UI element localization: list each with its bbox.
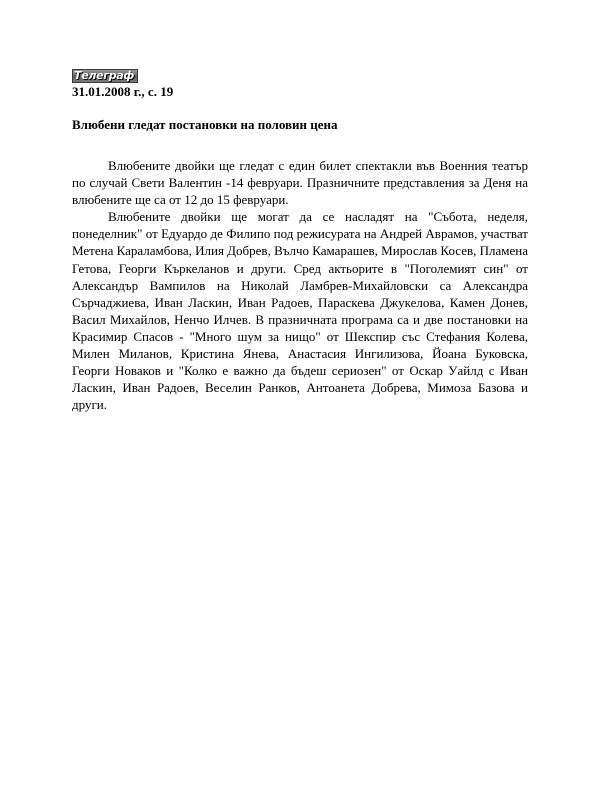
- article-body: [72, 157, 528, 413]
- publication-dateline: 31.01.2008 г., с. 19: [72, 84, 174, 99]
- article-paragraph-1: Влюбените двойки ще гледат с един билет спектакли във Военния театър по случай Свети Валентин -14 февруари. Празничните представления за Деня на влюбените ще са от 12 до 15 февруари.: [72, 158, 528, 208]
- newspaper-logo-text: Телеграф: [74, 69, 135, 82]
- article-headline: Влюбени гледат постановки на половин цена: [72, 117, 338, 132]
- article-paragraph-2: Влюбените двойки ще могат да се насладят на "Събота, неделя, понеделник" от Едуардо де Филипо под режисурата на Андрей Аврамов, участват Метена Караламбова, Илия Добрев, Вълчо Камарашев, Мирослав Косев, Пламена Гетова, Георги Къркеланов и други. Сред актьорите в "Поголемият син" от Александър Вампилов на Николай Ламбрев-Михайловски са Александра Сърчаджиева, Иван Ласкин, Иван Радоев, Параскева Джукелова, Камен Донев, Васил Михайлов, Ненчо Илчев. В празничната програма са и две постановки на Красимир Спасов - "Много шум за нищо" от Шекспир със Стефания Колева, Милен Миланов, Кристина Янева, Анастасия Ингилизова, Йоана Буковска, Георги Новаков и "Колко е важно да бъдеш сериозен" от Оскар Уайлд с Иван Ласкин, Иван Радоев, Веселин Ранков, Антоанета Добрева, Мимоза Базова и други.: [72, 209, 528, 413]
- newspaper-logo: [72, 69, 138, 83]
